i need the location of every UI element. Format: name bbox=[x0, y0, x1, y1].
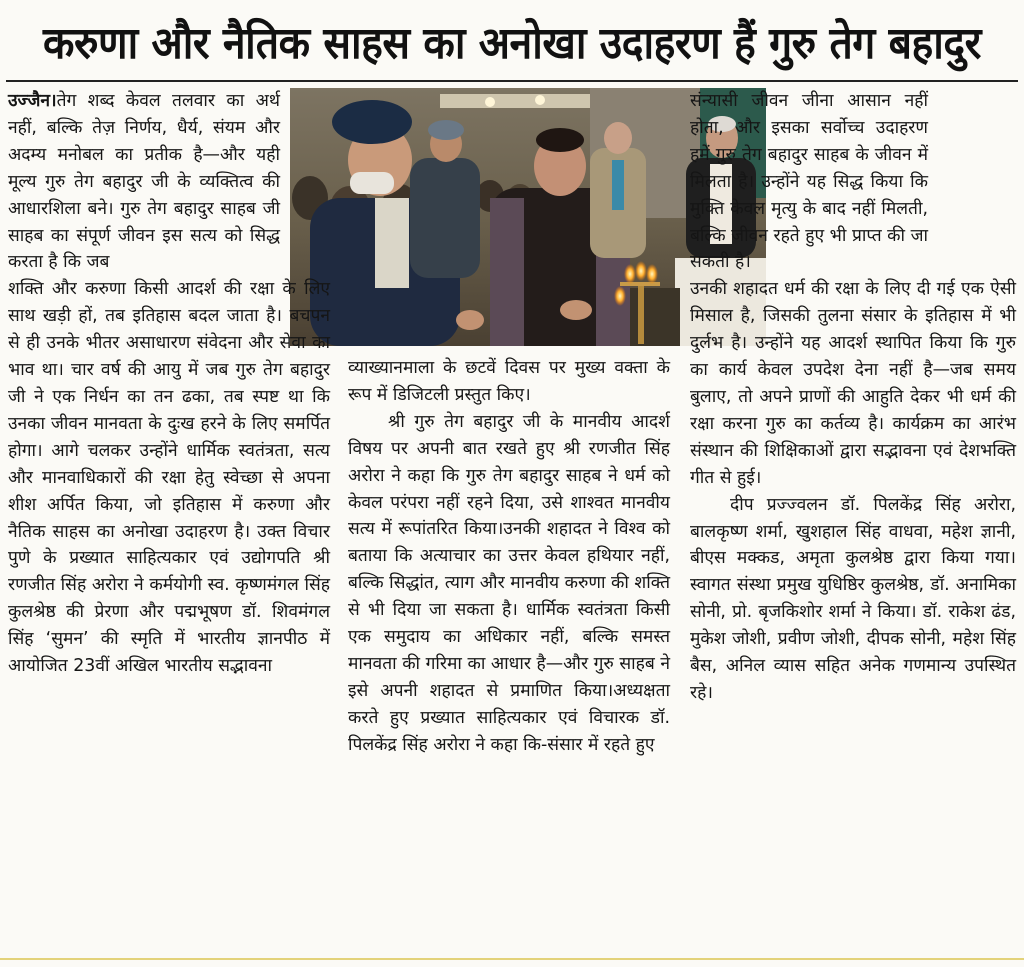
column-2-para-2: श्री गुरु तेग बहादुर जी के मानवीय आदर्श विषय पर अपनी बात रखते हुए श्री रणजीत सिंह अरोरा ने कहा कि गुरु तेग बहादुर साहब ने धर्म को केवल परंपरा नहीं रहने दिया, उसे शाश्वत मानवीय सत्य में रूपांतरित किया।उनकी शहादत ने विश्व को बताया कि अत्याचार का उत्तर केवल हथियार नहीं, बल्कि सिद्धांत, त्याग और मानवीय करुणा की शक्ति से भी दिया जा सकता है। धार्मिक स्वतंत्रता किसी एक समुदाय का अधिकार नहीं, बल्कि समस्त मानवता की गरिमा का आधार है—और गुरु साहब ने इसे अपनी शहादत से प्रमाणित किया।अध्यक्षता करते हुए प्रख्यात साहित्यकार एवं विचारक डॉ. पिलकेंद्र सिंह अरोरा ने कहा कि-संसार में रहते हुए bbox=[348, 411, 670, 755]
column-2-para-1: व्याख्यानमाला के छटवें दिवस पर मुख्य वक्ता के रूप में डिजिटली प्रस्तुत किए। bbox=[348, 358, 670, 405]
column-3-body: उनकी शहादत धर्म की रक्षा के लिए दी गई एक ऐसी मिसाल है, जिसकी तुलना संसार के इतिहास में भी दुर्लभ है। उन्होंने यह आदर्श स्थापित किया कि गुरु का कार्य केवल उपदेश देना नहीं है—जब समय बुलाए, तो अपने प्राणों की आहुति देकर भी धर्म की रक्षा करना गुरु का कर्तव्य है। कार्यक्रम का आरंभ संस्थान की शिक्षिकाओं द्वारा सद्भावना एवं देशभक्ति गीत से हुई। bbox=[690, 279, 1016, 488]
column-3-para-2: दीप प्रज्ज्वलन डॉ. पिलकेंद्र सिंह अरोरा, बालकृष्ण शर्मा, खुशहाल सिंह वाधवा, महेश ज्ञानी, बीएस मक्कड, अमृता कुलश्रेष्ठ द्वारा किया गया। स्वागत संस्था प्रमुख युधिष्ठिर कुलश्रेष्ठ, डॉ. अनामिका सोनी, प्रो. बृजकिशोर शर्मा ने किया। डॉ. राकेश ढंड, मुकेश जोशी, प्रवीण जोशी, दीपक सोनी, महेश सिंह बैस, अनिल व्यास सहित अनेक गणमान्य उपस्थित रहे। bbox=[690, 494, 1016, 703]
headline-divider bbox=[6, 80, 1018, 82]
column-3-wrapped-text: संन्यासी जीवन जीना आसान नहीं होता, और इसका सर्वोच्च उदाहरण हमें गुरु तेग बहादुर साहब के जीवन में मिलता है। उन्होंने यह सिद्ध किया कि मुक्ति केवल मृत्यु के बाद नहीं मिलती, बल्कि जीवन रहते हुए भी प्राप्त की जा सकती है। bbox=[690, 91, 928, 273]
article-column-2 bbox=[348, 355, 670, 759]
article-column-1 bbox=[8, 88, 330, 680]
bottom-divider bbox=[0, 958, 1024, 960]
headline: करुणा और नैतिक साहस का अनोखा उदाहरण हैं गुरु तेग बहादुर bbox=[43, 18, 981, 69]
dateline: उज्जैन। bbox=[8, 91, 57, 111]
column-1-wrapped-text bbox=[8, 88, 280, 276]
column-1-body: शक्ति और करुणा किसी आदर्श की रक्षा के लिए साथ खड़ी हों, तब इतिहास बदल जाता है। बचपन से ही उनके भीतर असाधारण संवेदना और सेवा का भाव था। चार वर्ष की आयु में जब गुरु तेग बहादुर जी ने एक निर्धन का तन ढका, तब स्पष्ट था कि उनका जीवन मानवता के दुःख हरने के लिए समर्पित होगा। आगे चलकर उन्होंने धार्मिक स्वतंत्रता, सत्य और मानवाधिकारों की रक्षा हेतु स्वेच्छा से अपना शीश अर्पित किया, जो इतिहास में करुणा और नैतिक साहस का अनोखा उदाहरण है। उक्त विचार पुणे के प्रख्यात साहित्यकार एवं उद्योगपति श्री रणजीत सिंह अरोरा ने कर्मयोगी स्व. कृष्णमंगल सिंह कुलश्रेष्ठ की प्रेरणा और पद्मभूषण डॉ. शिवमंगल सिंह ‘सुमन’ की स्मृति में भारतीय ज्ञानपीठ में आयोजित 23वीं अखिल भारतीय सद्भावना bbox=[8, 279, 330, 677]
column-1-intro: तेग शब्द केवल तलवार का अर्थ नहीं, बल्कि तेज़ निर्णय, धैर्य, संयम और अदम्य मनोबल का प्रतीक है—और यही मूल्य गुरु तेग बहादुर जी के व्यक्तित्व की आधारशिला बने। गुरु तेग बहादुर साहब जी साहब का संपूर्ण जीवन इस सत्य को सिद्ध करता है कि जब bbox=[8, 91, 280, 273]
article-column-3 bbox=[690, 88, 1016, 707]
